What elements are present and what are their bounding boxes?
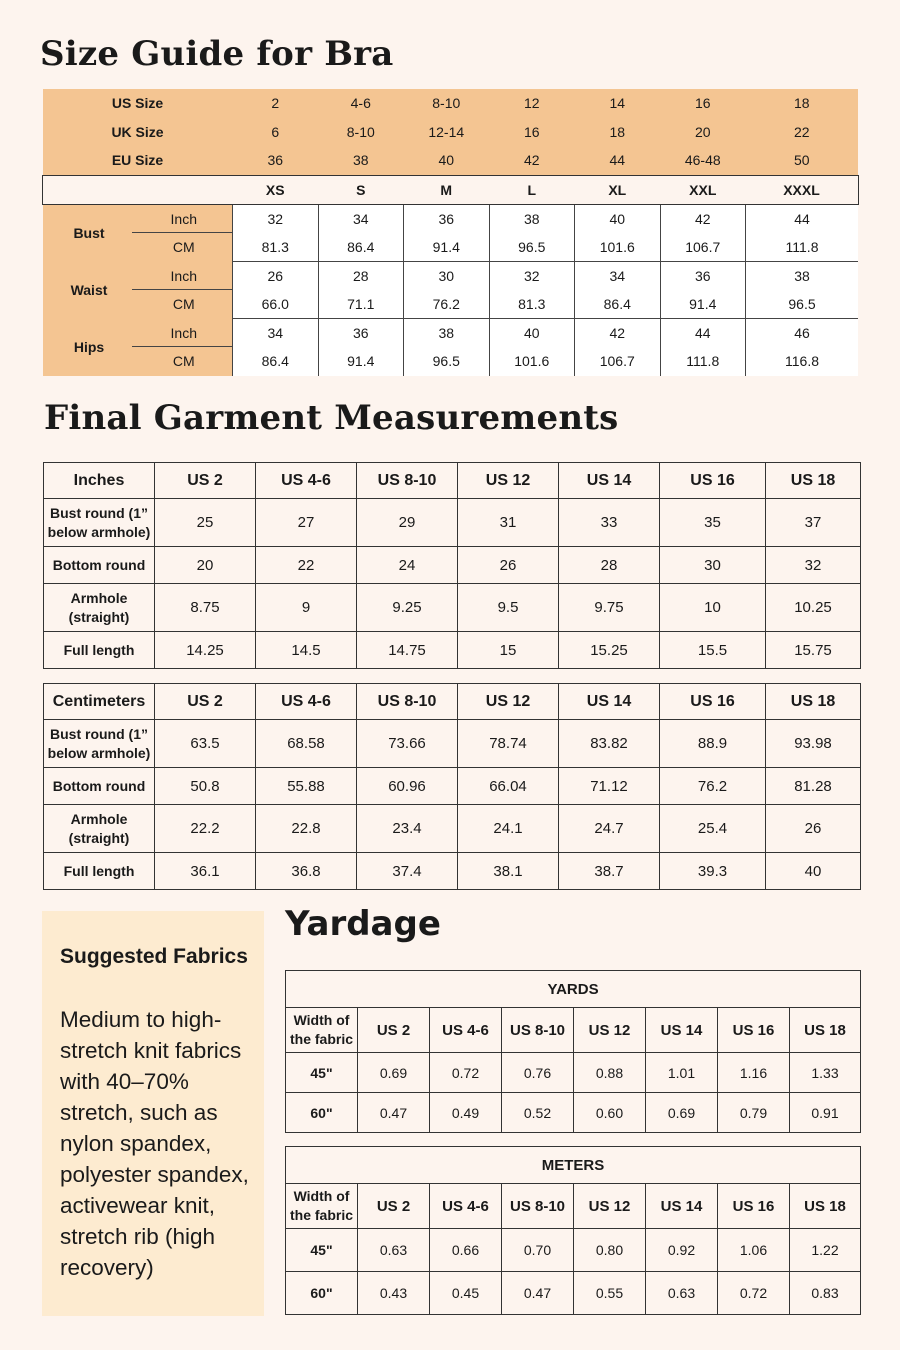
yardage-value: 0.55: [574, 1272, 646, 1315]
yardage-row: [286, 1272, 861, 1315]
measurement-value: 15.75: [766, 632, 861, 669]
size-header: US 18: [790, 1184, 861, 1229]
size-cell: 8-10: [404, 89, 490, 118]
unit-text: CM: [172, 239, 195, 256]
size-header: US 14: [559, 463, 660, 499]
measure-row-cm: [43, 347, 859, 376]
eu-size-row: [43, 146, 859, 175]
unit-label: [136, 262, 233, 291]
unit-corner-header: Centimeters: [44, 684, 155, 720]
unit-label: [136, 204, 233, 233]
measurement-label: [44, 547, 155, 584]
size-cell: 40: [404, 146, 490, 175]
measure-value: 96.5: [404, 347, 490, 376]
fabric-width: 45": [286, 1229, 358, 1272]
measure-value: 28: [318, 262, 404, 291]
width-header-line: the fabric: [289, 1031, 353, 1047]
unit-caption: METERS: [286, 1147, 861, 1184]
uk-size-row: [43, 118, 859, 147]
size-header: US 12: [574, 1184, 646, 1229]
measurement-row: [44, 547, 861, 584]
yardage-value: 0.92: [646, 1229, 718, 1272]
yardage-value: 0.52: [502, 1093, 574, 1133]
measurement-value: 83.82: [559, 720, 660, 768]
yardage-value: 0.43: [358, 1272, 430, 1315]
measurement-value: 25.4: [660, 805, 766, 853]
measurement-label-line: Armhole: [70, 589, 128, 606]
size-cell: 4-6: [318, 89, 404, 118]
yardage-value: 1.06: [718, 1229, 790, 1272]
yardage-row: [286, 1093, 861, 1133]
size-system-label: UK Size: [43, 118, 233, 147]
unit-caption: YARDS: [286, 971, 861, 1008]
yardage-value: 0.88: [574, 1053, 646, 1093]
measurement-label-line: Bust round (1”: [50, 725, 148, 742]
size-header: US 2: [155, 463, 256, 499]
unit-text: Inch: [170, 210, 197, 227]
yardage-yards-table: [285, 970, 861, 1133]
size-guide-title: Size Guide for Bra: [40, 34, 394, 74]
measure-row-inch: [43, 262, 859, 291]
size-cell: 22: [746, 118, 859, 147]
yardage-value: 0.47: [358, 1093, 430, 1133]
unit-label: [136, 319, 233, 348]
yardage-value: 0.76: [502, 1053, 574, 1093]
measure-value: 30: [404, 262, 490, 291]
measure-value: 96.5: [746, 290, 859, 319]
unit-text: CM: [172, 296, 195, 313]
measurement-value: 37.4: [357, 853, 458, 890]
measurement-value: 38.1: [458, 853, 559, 890]
size-header: US 18: [766, 463, 861, 499]
measurement-value: 31: [458, 499, 559, 547]
measurement-row: [44, 720, 861, 768]
measure-value: 101.6: [489, 347, 575, 376]
size-cell: 18: [746, 89, 859, 118]
size-cell: 16: [660, 89, 746, 118]
size-header: US 18: [790, 1008, 861, 1053]
measure-value: 46: [746, 319, 859, 348]
measure-value: 116.8: [746, 347, 859, 376]
yardage-value: 0.60: [574, 1093, 646, 1133]
measurement-row: [44, 584, 861, 632]
measure-value: 91.4: [660, 290, 746, 319]
measurement-label-line: Bottom round: [52, 556, 146, 573]
measurement-value: 55.88: [256, 768, 357, 805]
size-cell: 2: [233, 89, 319, 118]
unit-text: CM: [172, 353, 195, 370]
measure-value: 36: [318, 319, 404, 348]
size-cell: 44: [575, 146, 661, 175]
letter-size-cell: L: [489, 175, 575, 204]
letter-size-cell: XXXL: [746, 175, 859, 204]
us-size-row: [43, 89, 859, 118]
yardage-value: 0.70: [502, 1229, 574, 1272]
measure-row-inch: [43, 204, 859, 233]
measurement-value: 29: [357, 499, 458, 547]
letter-size-blank: [43, 175, 233, 204]
yardage-value: 0.47: [502, 1272, 574, 1315]
yardage-value: 0.79: [718, 1093, 790, 1133]
measure-row-inch: [43, 319, 859, 348]
measurement-value: 37: [766, 499, 861, 547]
size-cell: 42: [489, 146, 575, 175]
measure-value: 40: [575, 204, 661, 233]
header-row: [286, 1008, 861, 1053]
measure-value: 106.7: [575, 347, 661, 376]
garment-inches-table: [43, 462, 861, 669]
size-header: US 4-6: [256, 684, 357, 720]
size-cell: 8-10: [318, 118, 404, 147]
size-header: US 12: [574, 1008, 646, 1053]
measure-value: 86.4: [575, 290, 661, 319]
measurement-value: 63.5: [155, 720, 256, 768]
measurement-value: 24.1: [458, 805, 559, 853]
unit-label: [136, 290, 233, 319]
measurement-row: [44, 853, 861, 890]
size-cell: 38: [318, 146, 404, 175]
measurement-label-line: (straight): [68, 829, 130, 846]
size-header: US 4-6: [430, 1008, 502, 1053]
width-header-line: Width of: [293, 1188, 350, 1204]
letter-size-cell: XXL: [660, 175, 746, 204]
measure-value: 38: [746, 262, 859, 291]
measure-value: 106.7: [660, 233, 746, 262]
yardage-value: 0.69: [646, 1093, 718, 1133]
measurement-value: 39.3: [660, 853, 766, 890]
measurement-value: 10: [660, 584, 766, 632]
measure-value: 101.6: [575, 233, 661, 262]
yardage-value: 1.01: [646, 1053, 718, 1093]
measure-value: 111.8: [746, 233, 859, 262]
measure-value: 34: [233, 319, 319, 348]
unit-text: Inch: [170, 267, 197, 284]
measurement-label: [44, 632, 155, 669]
letter-size-cell: S: [318, 175, 404, 204]
size-header: US 4-6: [256, 463, 357, 499]
measure-value: 32: [489, 262, 575, 291]
measurement-value: 32: [766, 547, 861, 584]
measure-value: 44: [660, 319, 746, 348]
width-header-line: Width of: [293, 1012, 350, 1028]
measurement-value: 24.7: [559, 805, 660, 853]
header-row: [286, 1184, 861, 1229]
yardage-value: 0.45: [430, 1272, 502, 1315]
garment-measurements-title: Final Garment Measurements: [44, 398, 619, 438]
measure-value: 36: [404, 204, 490, 233]
size-header: US 16: [660, 684, 766, 720]
measurement-value: 60.96: [357, 768, 458, 805]
measurement-label: [44, 584, 155, 632]
suggested-fabrics-description: Medium to high-stretch knit fabrics with 40–70% stretch, such as nylon spandex, polyester spandex, activewear knit, stretch rib (high recovery): [60, 1007, 249, 1280]
caption-row: [286, 1147, 861, 1184]
size-cell: 50: [746, 146, 859, 175]
size-cell: 6: [233, 118, 319, 147]
measurement-value: 81.28: [766, 768, 861, 805]
measure-value: 71.1: [318, 290, 404, 319]
yardage-value: 0.91: [790, 1093, 861, 1133]
measurement-row: [44, 805, 861, 853]
measurement-label-line: below armhole): [47, 744, 151, 761]
size-header: US 12: [458, 463, 559, 499]
measurement-value: 9.25: [357, 584, 458, 632]
size-header: US 16: [660, 463, 766, 499]
yardage-value: 0.66: [430, 1229, 502, 1272]
measure-value: 36: [660, 262, 746, 291]
fabric-width: 60": [286, 1093, 358, 1133]
yardage-value: 1.16: [718, 1053, 790, 1093]
size-header: US 2: [358, 1184, 430, 1229]
size-header: US 8-10: [502, 1184, 574, 1229]
measurement-value: 76.2: [660, 768, 766, 805]
size-header: US 8-10: [357, 463, 458, 499]
size-cell: 12: [489, 89, 575, 118]
size-header: US 2: [358, 1008, 430, 1053]
yardage-value: 0.49: [430, 1093, 502, 1133]
letter-size-cell: XS: [233, 175, 319, 204]
measurement-label: [44, 768, 155, 805]
measurement-value: 15.25: [559, 632, 660, 669]
unit-corner-header: Inches: [44, 463, 155, 499]
measurement-label: [44, 720, 155, 768]
measure-value: 40: [489, 319, 575, 348]
measurement-value: 88.9: [660, 720, 766, 768]
measurement-label-line: (straight): [68, 608, 130, 625]
measure-value: 38: [489, 204, 575, 233]
size-cell: 20: [660, 118, 746, 147]
header-row: [44, 684, 861, 720]
yardage-value: 1.33: [790, 1053, 861, 1093]
caption-row: [286, 971, 861, 1008]
measurement-value: 22: [256, 547, 357, 584]
measure-value: 34: [575, 262, 661, 291]
size-cell: 14: [575, 89, 661, 118]
width-header-line: the fabric: [289, 1207, 353, 1223]
size-header: US 8-10: [502, 1008, 574, 1053]
measure-value: 91.4: [404, 233, 490, 262]
measurement-value: 23.4: [357, 805, 458, 853]
suggested-fabrics-panel: [42, 911, 264, 1316]
measurement-row: [44, 768, 861, 805]
measure-value: 34: [318, 204, 404, 233]
measurement-value: 73.66: [357, 720, 458, 768]
unit-label: [136, 233, 233, 262]
measure-category: Bust: [43, 204, 136, 262]
measurement-value: 9.5: [458, 584, 559, 632]
size-header: US 14: [646, 1008, 718, 1053]
measurement-label-line: Bust round (1”: [50, 504, 148, 521]
yardage-value: 1.22: [790, 1229, 861, 1272]
size-header: US 14: [646, 1184, 718, 1229]
measurement-row: [44, 632, 861, 669]
measurement-value: 14.5: [256, 632, 357, 669]
measurement-value: 78.74: [458, 720, 559, 768]
yardage-value: 0.72: [430, 1053, 502, 1093]
measure-value: 81.3: [233, 233, 319, 262]
size-header: US 8-10: [357, 684, 458, 720]
measure-value: 111.8: [660, 347, 746, 376]
measurement-value: 24: [357, 547, 458, 584]
measurement-value: 27: [256, 499, 357, 547]
yardage-value: 0.69: [358, 1053, 430, 1093]
measure-value: 96.5: [489, 233, 575, 262]
measurement-value: 15: [458, 632, 559, 669]
yardage-value: 0.80: [574, 1229, 646, 1272]
measure-value: 44: [746, 204, 859, 233]
yardage-value: 0.72: [718, 1272, 790, 1315]
measurement-label: [44, 805, 155, 853]
yardage-row: [286, 1053, 861, 1093]
yardage-value: 0.63: [358, 1229, 430, 1272]
measurement-value: 36.8: [256, 853, 357, 890]
measurement-label-line: Bottom round: [52, 777, 146, 794]
letter-size-cell: XL: [575, 175, 661, 204]
size-header: US 16: [718, 1184, 790, 1229]
measurement-value: 22.2: [155, 805, 256, 853]
letter-size-row: [43, 175, 859, 204]
measure-value: 91.4: [318, 347, 404, 376]
size-cell: 36: [233, 146, 319, 175]
measurement-value: 30: [660, 547, 766, 584]
measure-value: 42: [660, 204, 746, 233]
size-header: US 4-6: [430, 1184, 502, 1229]
measurement-value: 40: [766, 853, 861, 890]
header-row: [44, 463, 861, 499]
measure-value: 26: [233, 262, 319, 291]
size-cell: 16: [489, 118, 575, 147]
yardage-row: [286, 1229, 861, 1272]
measurement-value: 68.58: [256, 720, 357, 768]
measurement-label-line: below armhole): [47, 523, 151, 540]
measure-row-cm: [43, 290, 859, 319]
measure-value: 66.0: [233, 290, 319, 319]
measurement-value: 50.8: [155, 768, 256, 805]
measurement-label-line: Armhole: [70, 810, 128, 827]
unit-label: [136, 347, 233, 376]
measurement-value: 22.8: [256, 805, 357, 853]
garment-cm-table: [43, 683, 861, 890]
measurement-value: 8.75: [155, 584, 256, 632]
measurement-label: [44, 853, 155, 890]
size-cell: 46-48: [660, 146, 746, 175]
size-guide-table: [42, 89, 858, 376]
width-header: [286, 1008, 358, 1053]
measure-value: 86.4: [318, 233, 404, 262]
size-header: US 14: [559, 684, 660, 720]
measurement-value: 15.5: [660, 632, 766, 669]
width-header: [286, 1184, 358, 1229]
measurement-value: 26: [458, 547, 559, 584]
measure-value: 42: [575, 319, 661, 348]
fabric-width: 60": [286, 1272, 358, 1315]
measurement-value: 93.98: [766, 720, 861, 768]
yardage-value: 0.63: [646, 1272, 718, 1315]
yardage-meters-table: [285, 1146, 861, 1315]
size-system-label: EU Size: [43, 146, 233, 175]
measure-category: Hips: [43, 319, 136, 376]
letter-size-cell: M: [404, 175, 490, 204]
measurement-value: 66.04: [458, 768, 559, 805]
measure-value: 32: [233, 204, 319, 233]
measurement-value: 10.25: [766, 584, 861, 632]
measurement-value: 38.7: [559, 853, 660, 890]
measurement-value: 35: [660, 499, 766, 547]
yardage-title: Yardage: [285, 904, 441, 944]
unit-text: Inch: [170, 324, 197, 341]
measure-value: 86.4: [233, 347, 319, 376]
measurement-value: 9.75: [559, 584, 660, 632]
measurement-value: 71.12: [559, 768, 660, 805]
size-header: US 2: [155, 684, 256, 720]
measurement-label: [44, 499, 155, 547]
size-header: US 16: [718, 1008, 790, 1053]
measurement-value: 28: [559, 547, 660, 584]
measurement-row: [44, 499, 861, 547]
yardage-value: 0.83: [790, 1272, 861, 1315]
suggested-fabrics-title: Suggested Fabrics: [60, 945, 248, 968]
measure-value: 76.2: [404, 290, 490, 319]
size-header: US 12: [458, 684, 559, 720]
measurement-value: 33: [559, 499, 660, 547]
measure-category: Waist: [43, 262, 136, 319]
measurement-label-line: Full length: [63, 862, 135, 879]
size-system-label: US Size: [43, 89, 233, 118]
measurement-value: 20: [155, 547, 256, 584]
measure-value: 38: [404, 319, 490, 348]
measurement-value: 36.1: [155, 853, 256, 890]
measurement-value: 25: [155, 499, 256, 547]
size-cell: 12-14: [404, 118, 490, 147]
measure-row-cm: [43, 233, 859, 262]
measurement-value: 9: [256, 584, 357, 632]
measurement-value: 14.75: [357, 632, 458, 669]
measurement-label-line: Full length: [63, 641, 135, 658]
size-cell: 18: [575, 118, 661, 147]
measurement-value: 14.25: [155, 632, 256, 669]
fabric-width: 45": [286, 1053, 358, 1093]
measure-value: 81.3: [489, 290, 575, 319]
size-header: US 18: [766, 684, 861, 720]
measurement-value: 26: [766, 805, 861, 853]
